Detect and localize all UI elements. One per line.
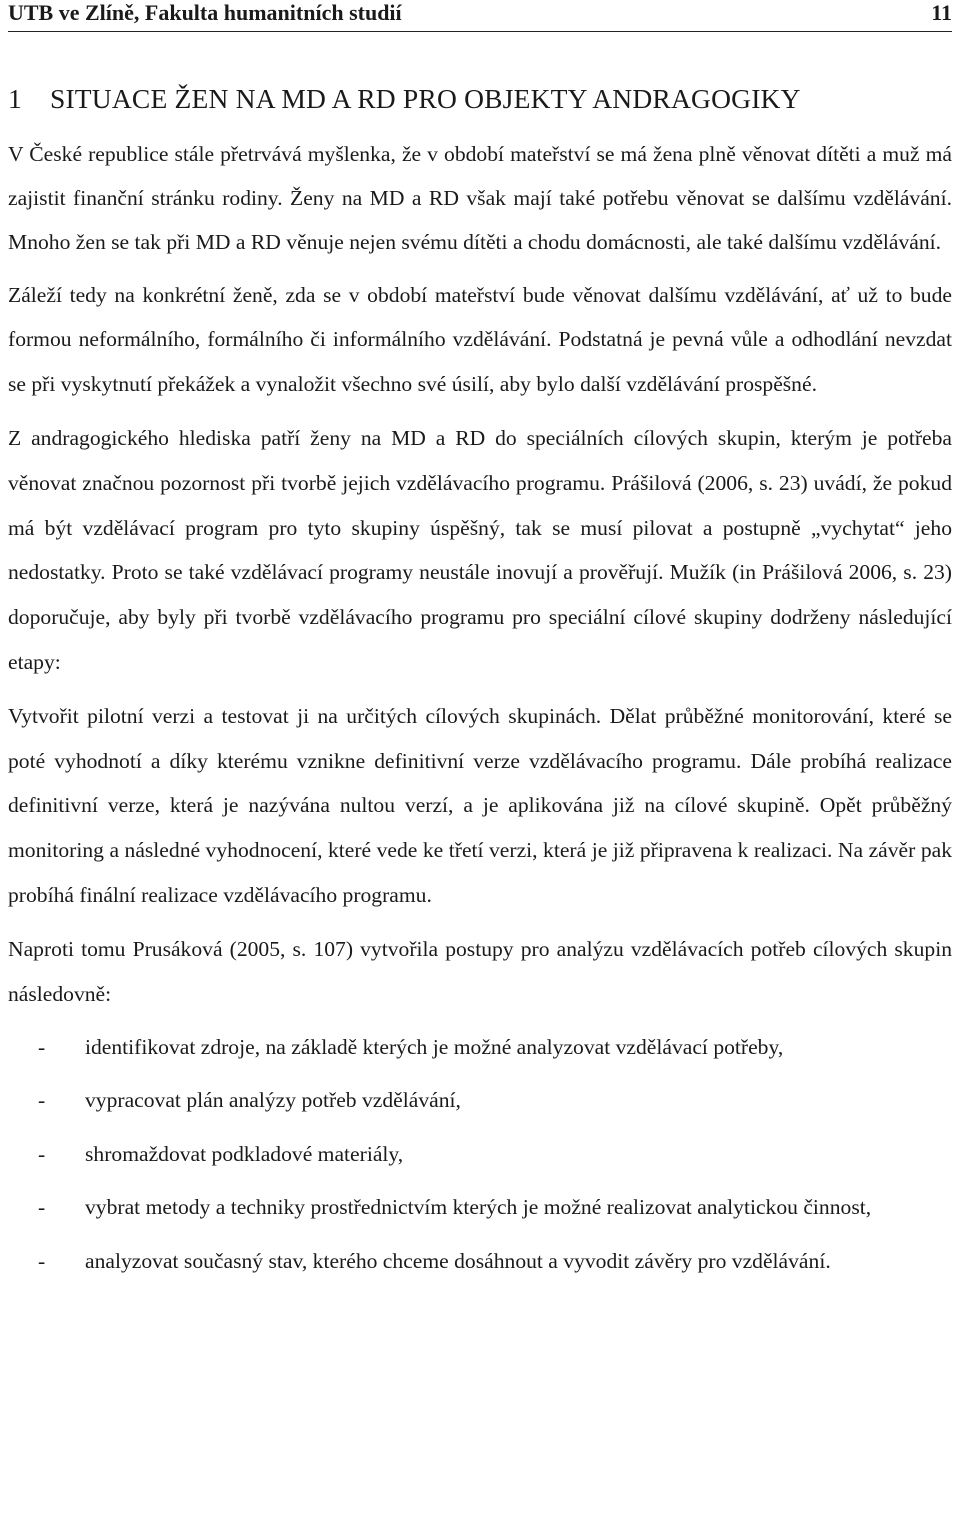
chapter-number: 1	[8, 83, 22, 114]
chapter-heading	[8, 82, 952, 116]
list-item-text: vybrat metody a techniky prostřednictvím kterých je možné realizovat analytickou činnost,	[85, 1195, 872, 1220]
paragraph-5: Naproti tomu Prusáková (2005, s. 107) vytvořila postupy pro analýzu vzdělávacích potřeb cílových skupin následovně:	[8, 936, 952, 1006]
header-institution: UTB ve Zlíně, Fakulta humanitních studií	[8, 0, 402, 25]
analysis-steps-list	[8, 1025, 952, 1284]
list-item	[8, 1025, 952, 1070]
list-item	[8, 1185, 952, 1230]
list-item-text: vypracovat plán analýzy potřeb vzdělávání,	[85, 1088, 461, 1113]
paragraph-2: Záleží tedy na konkrétní ženě, zda se v období mateřství bude věnovat dalšímu vzdělávání, ať už to bude formou neformálního, formálního či informálního vzdělávání. Podstatná je pevná vůle a odhodlání nevzdat se při vyskytnutí překážek a vynaložit všechno své úsilí, aby bylo další vzdělávání prospěšné.	[8, 282, 952, 397]
chapter-title: SITUACE ŽEN NA MD A RD PRO OBJEKTY ANDRAGOGIKY	[49, 83, 801, 114]
list-marker: -	[38, 1141, 46, 1166]
list-item	[8, 1239, 952, 1284]
list-item	[8, 1132, 952, 1177]
list-item-text: analyzovat současný stav, kterého chceme dosáhnout a vyvodit závěry pro vzdělávání.	[85, 1248, 831, 1273]
list-item-text: identifikovat zdroje, na základě kterých je možné analyzovat vzdělávací potřeby,	[85, 1035, 784, 1059]
paragraph-1: V České republice stále přetrvává myšlenka, že v období mateřství se má žena plně věnovat dítěti a muž má zajistit finanční stránku rodiny. Ženy na MD a RD však mají také potřebu věnovat se dalšímu vzdělávání. Mnoho žen se tak při MD a RD věnuje nejen svému dítěti a chodu domácnosti, ale také dalšímu vzdělávání.	[8, 142, 952, 254]
list-marker: -	[38, 1035, 46, 1059]
paragraph-3: Z andragogického hlediska patří ženy na MD a RD do speciálních cílových skupin, kterým je potřeba věnovat značnou pozornost při tvorbě jejich vzdělávacího programu. Prášilová (2006, s. 23) uvádí, že pokud má být vzdělávací program pro tyto skupiny úspěšný, tak se musí pilovat a postupně „vychytat“ jeho nedostatky. Proto se také vzdělávací programy neustále inovují a prověřují. Mužík (in Prášilová 2006, s. 23) doporučuje, aby byly při tvorbě vzdělávacího programu pro speciální cílové skupiny dodrženy následující etapy:	[8, 425, 952, 675]
list-marker: -	[38, 1248, 46, 1273]
paragraph-4: Vytvořit pilotní verzi a testovat ji na určitých cílových skupinách. Dělat průběžné monitorování, které se poté vyhodnotí a díky kterému vznikne definitivní verze vzdělávacího programu. Dále probíhá realizace definitivní verze, která je nazývána nultou verzí, a je aplikována již na cílové skupině. Opět průběžný monitoring a následné vyhodnocení, které vede ke třetí verzi, která je již připravena k realizaci. Na závěr pak probíhá finální realizace vzdělávacího programu.	[8, 703, 952, 908]
list-item	[8, 1078, 952, 1123]
list-marker: -	[38, 1088, 46, 1113]
page-number: 11	[931, 0, 952, 25]
list-marker: -	[38, 1195, 46, 1220]
page-content	[8, 82, 952, 1292]
list-item-text: shromaždovat podkladové materiály,	[85, 1141, 404, 1166]
page-header	[8, 0, 952, 32]
